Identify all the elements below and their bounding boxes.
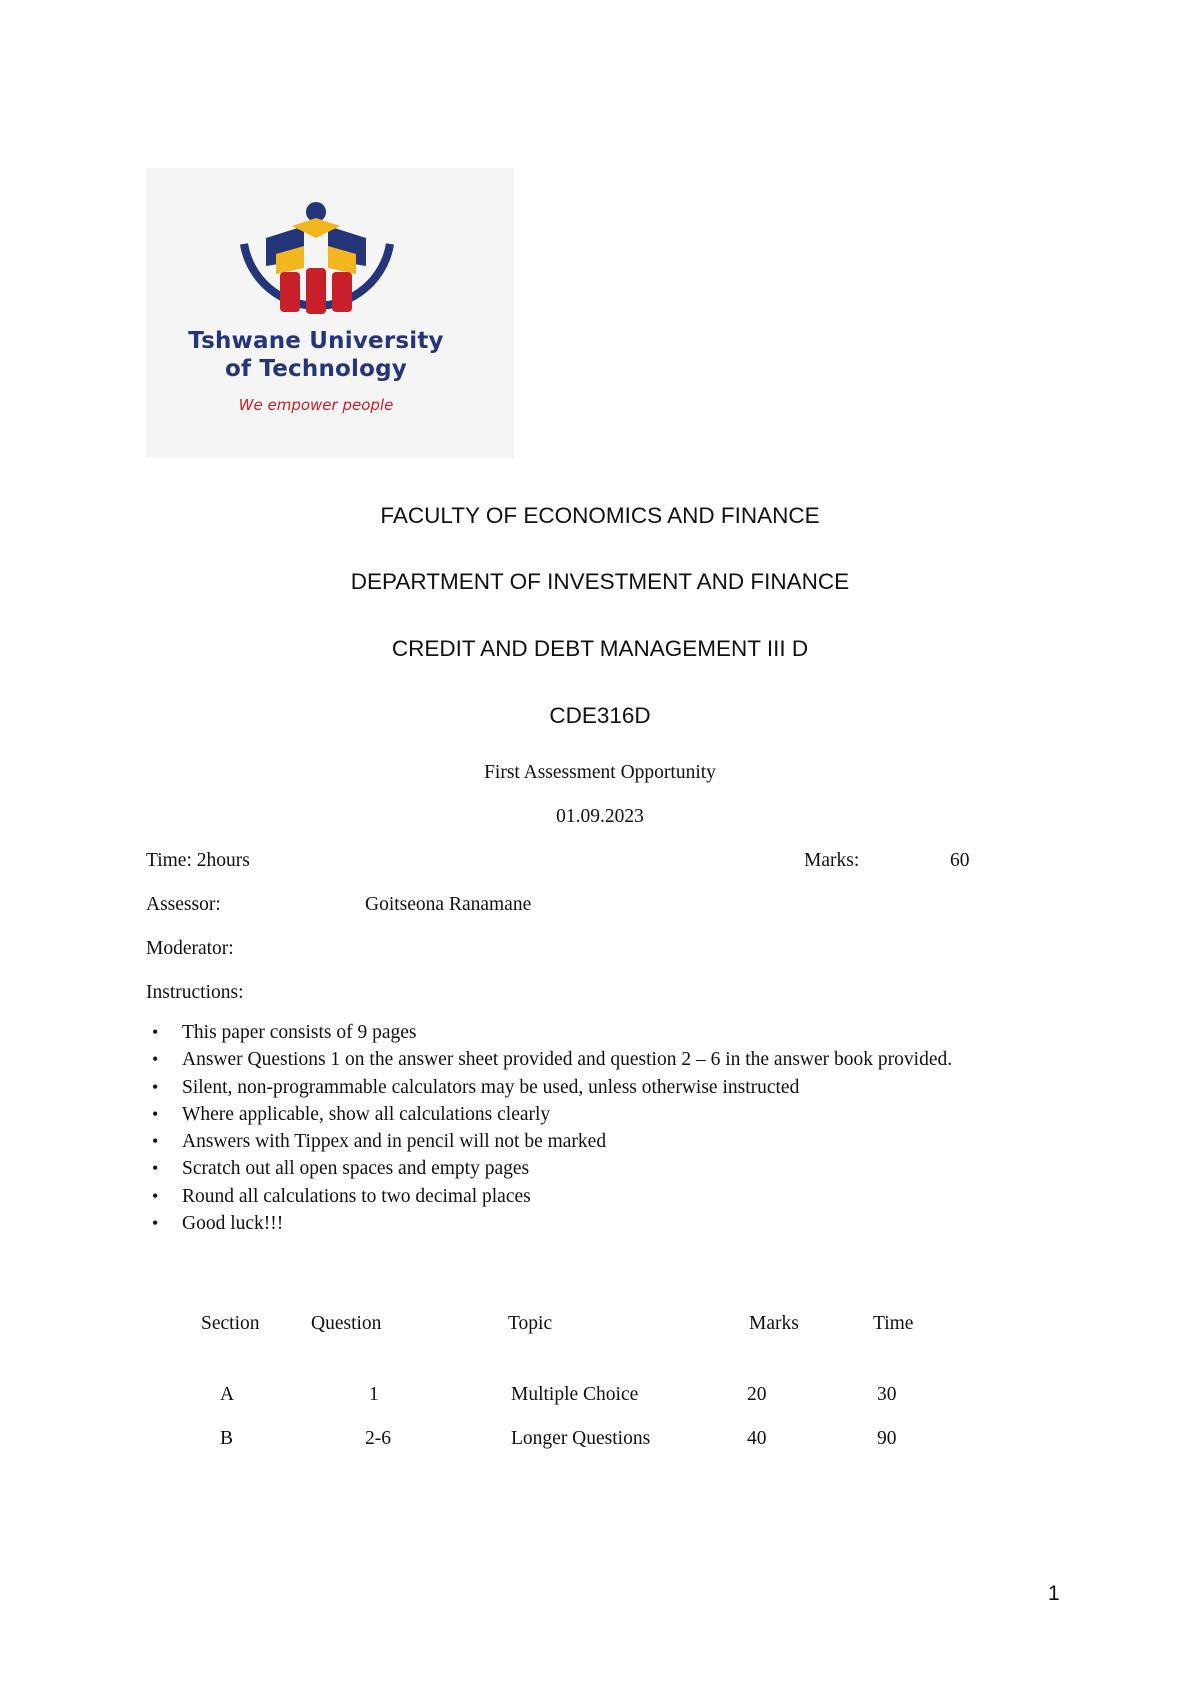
logo-line-1: Tshwane University: [188, 328, 444, 354]
page-number: 1: [1048, 1582, 1060, 1605]
table-cell: 1: [369, 1384, 379, 1405]
instruction-item: • This paper consists of 9 pages: [146, 1019, 1006, 1046]
table-cell: 30: [877, 1384, 897, 1405]
faculty-heading: FACULTY OF ECONOMICS AND FINANCE: [380, 503, 820, 528]
instruction-item: • Where applicable, show all calculations clearly: [146, 1101, 1006, 1128]
table-cell: 90: [877, 1428, 897, 1449]
logo-line-2: of Technology: [225, 356, 407, 382]
instruction-item: • Answer Questions 1 on the answer sheet provided and question 2 – 6 in the answer book provided.: [146, 1046, 1006, 1073]
assessor-label: Assessor:: [146, 894, 221, 915]
logo-tagline: We empower people: [238, 396, 394, 414]
department-heading: DEPARTMENT OF INVESTMENT AND FINANCE: [350, 569, 850, 594]
instruction-item: • Silent, non-programmable calculators may be used, unless otherwise instructed: [146, 1074, 1006, 1101]
table-cell: A: [220, 1384, 235, 1405]
table-header-marks: Marks: [749, 1313, 799, 1334]
course-code: CDE316D: [549, 703, 651, 728]
instruction-item: • Answers with Tippex and in pencil will not be marked: [146, 1128, 1006, 1155]
table-cell: 40: [747, 1428, 767, 1449]
table-cell: B: [220, 1428, 234, 1449]
assessment-title: First Assessment Opportunity: [484, 762, 716, 783]
instructions-list: [146, 1019, 1006, 1237]
table-cell: 2-6: [365, 1428, 391, 1449]
table-cell: Longer Questions: [511, 1428, 651, 1449]
instruction-item: • Round all calculations to two decimal places: [146, 1183, 1006, 1210]
instructions-label: Instructions:: [146, 982, 244, 1003]
table-header-time: Time: [873, 1313, 914, 1334]
table-header-section: Section: [201, 1313, 260, 1334]
instruction-item: • Good luck!!!: [146, 1210, 1006, 1237]
marks-value: 60: [950, 850, 970, 871]
moderator-label: Moderator:: [146, 938, 234, 959]
marks-label: Marks:: [804, 850, 860, 871]
table-cell: Multiple Choice: [511, 1384, 639, 1405]
table-header-topic: Topic: [508, 1313, 553, 1334]
table-cell: 20: [747, 1384, 767, 1405]
assessor-name: Goitseona Ranamane: [365, 894, 532, 915]
time-label: Time: 2hours: [146, 850, 250, 871]
table-header-question: Question: [311, 1313, 382, 1334]
assessment-date: 01.09.2023: [556, 806, 644, 827]
subject-heading: CREDIT AND DEBT MANAGEMENT III D: [391, 636, 809, 661]
university-logo: [146, 168, 514, 458]
instruction-item: • Scratch out all open spaces and empty pages: [146, 1155, 1006, 1182]
